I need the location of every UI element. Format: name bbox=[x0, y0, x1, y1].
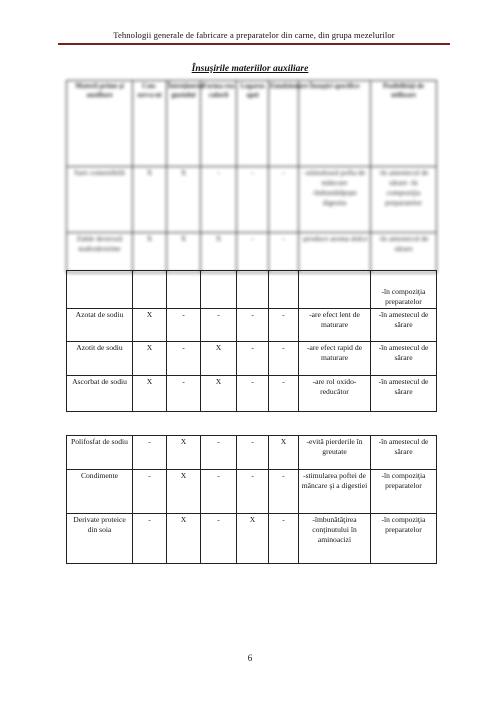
table-cell: - bbox=[167, 309, 201, 342]
table-cell bbox=[67, 271, 133, 309]
table-cell: X bbox=[167, 514, 201, 564]
table-cell: - bbox=[237, 233, 269, 273]
table-cell: - bbox=[269, 376, 299, 412]
table-cell: X bbox=[133, 309, 167, 342]
table-cell bbox=[201, 271, 237, 309]
table-row bbox=[67, 342, 437, 376]
table-cell: X bbox=[133, 376, 167, 412]
table-cell: Polifosfat de sodiu bbox=[67, 436, 133, 470]
column-header: Con-serva-nt bbox=[133, 81, 167, 167]
table-cell: -produce aroma dulce bbox=[299, 233, 371, 273]
table-cell: - bbox=[201, 436, 237, 470]
table-cell: X bbox=[133, 167, 167, 233]
table-cell: - bbox=[237, 167, 269, 233]
table-cell: X bbox=[201, 233, 237, 273]
table-cell: X bbox=[201, 376, 237, 412]
table-cell: -în amestecul de sărare -în compoziţia preparatelor bbox=[371, 167, 437, 233]
page-number: 6 bbox=[247, 653, 253, 663]
table-cell: - bbox=[269, 342, 299, 376]
table-cell: - bbox=[201, 309, 237, 342]
table-row bbox=[67, 167, 437, 233]
table-cell: X bbox=[133, 233, 167, 273]
table-cell: - bbox=[201, 167, 237, 233]
table-cell: - bbox=[201, 470, 237, 514]
table-cell: X bbox=[269, 436, 299, 470]
column-header: Posibilităţi de utilizare bbox=[371, 81, 437, 167]
table-cell: - bbox=[269, 233, 299, 273]
column-header: Însuşiri specifice bbox=[299, 81, 371, 167]
table-cell: - bbox=[133, 514, 167, 564]
table-cell: - bbox=[269, 470, 299, 514]
table-cell: Zahăr dextroză maltodextrine bbox=[67, 233, 133, 273]
column-header: Materii prime şi auxiliare bbox=[67, 81, 133, 167]
blurred-table-region bbox=[66, 80, 436, 270]
table-cell bbox=[269, 271, 299, 309]
table-cell: -în amestecul de sărare bbox=[371, 436, 437, 470]
table-cell: - bbox=[269, 309, 299, 342]
table-cell: -stimulează pofta de mâncare -îmbunătăţeşte digestia bbox=[299, 167, 371, 233]
blurred-table bbox=[66, 80, 437, 273]
table-row bbox=[67, 470, 437, 514]
table-cell: -în amestecul de sărare bbox=[371, 233, 437, 273]
table-cell: X bbox=[167, 436, 201, 470]
table-cell: Azotit de sodiu bbox=[67, 342, 133, 376]
table-cell: -în compoziţia preparatelor bbox=[371, 271, 437, 309]
column-header: Întreţinerea gustului bbox=[167, 81, 201, 167]
table-cell: Derivate proteice din soia bbox=[67, 514, 133, 564]
table-cell: - bbox=[237, 342, 269, 376]
table-cell: -evită pierderile în greutate bbox=[299, 436, 371, 470]
table-cell bbox=[237, 271, 269, 309]
table-cell: - bbox=[269, 167, 299, 233]
table-row bbox=[67, 233, 437, 273]
table-cell bbox=[167, 271, 201, 309]
auxiliary-materials-table-part-2 bbox=[66, 435, 437, 564]
table-cell: -în amestecul de sărare bbox=[371, 342, 437, 376]
table-cell bbox=[133, 271, 167, 309]
table-cell: -are efect lent de maturare bbox=[299, 309, 371, 342]
auxiliary-materials-table-part-1 bbox=[66, 270, 437, 412]
section-title: Însuşirile materiilor auxiliare bbox=[191, 64, 309, 74]
column-header: Emulsionare bbox=[269, 81, 299, 167]
column-header: Legarea apei bbox=[237, 81, 269, 167]
table-cell: Azotat de sodiu bbox=[67, 309, 133, 342]
table-cell: - bbox=[133, 436, 167, 470]
table-cell: Sare comestibilă bbox=[67, 167, 133, 233]
running-header: Tehnologii generale de fabricare a preparatelor din carne, din grupa mezelurilor bbox=[113, 30, 395, 40]
table-cell: X bbox=[237, 514, 269, 564]
table-cell: Ascorbat de sodiu bbox=[67, 376, 133, 412]
table-cell: -are efect rapid de maturare bbox=[299, 342, 371, 376]
table-cell: - bbox=[237, 436, 269, 470]
table-cell: X bbox=[167, 233, 201, 273]
table-cell: - bbox=[201, 514, 237, 564]
table-row bbox=[67, 309, 437, 342]
table-cell: - bbox=[133, 470, 167, 514]
header-rule bbox=[58, 43, 450, 45]
table-cell: - bbox=[237, 470, 269, 514]
table-row-continuation bbox=[67, 271, 437, 309]
table-cell: X bbox=[201, 342, 237, 376]
table-cell: -stimularea poftei de mâncare şi a digestiei bbox=[299, 470, 371, 514]
table-row bbox=[67, 514, 437, 564]
table-row bbox=[67, 436, 437, 470]
table-cell: -îmbunătăţirea conţinutului în aminoacizi bbox=[299, 514, 371, 564]
table-cell: - bbox=[269, 514, 299, 564]
table-cell: -în amestecul de sărare bbox=[371, 376, 437, 412]
table-cell: -în compoziţia preparatelor bbox=[371, 470, 437, 514]
table-cell: X bbox=[133, 342, 167, 376]
table-cell bbox=[299, 271, 371, 309]
table-cell: - bbox=[167, 342, 201, 376]
table-cell: - bbox=[167, 376, 201, 412]
table-cell: Condimente bbox=[67, 470, 133, 514]
table-cell: X bbox=[167, 470, 201, 514]
table-cell: -are rol oxido-reducător bbox=[299, 376, 371, 412]
column-header: Forma-rea culorii bbox=[201, 81, 237, 167]
table-cell: - bbox=[237, 376, 269, 412]
table-cell: -în amestecul de sărare bbox=[371, 309, 437, 342]
table-cell: X bbox=[167, 167, 201, 233]
table-cell: - bbox=[237, 309, 269, 342]
table-cell: -în compoziţia preparatelor bbox=[371, 514, 437, 564]
table-row bbox=[67, 376, 437, 412]
